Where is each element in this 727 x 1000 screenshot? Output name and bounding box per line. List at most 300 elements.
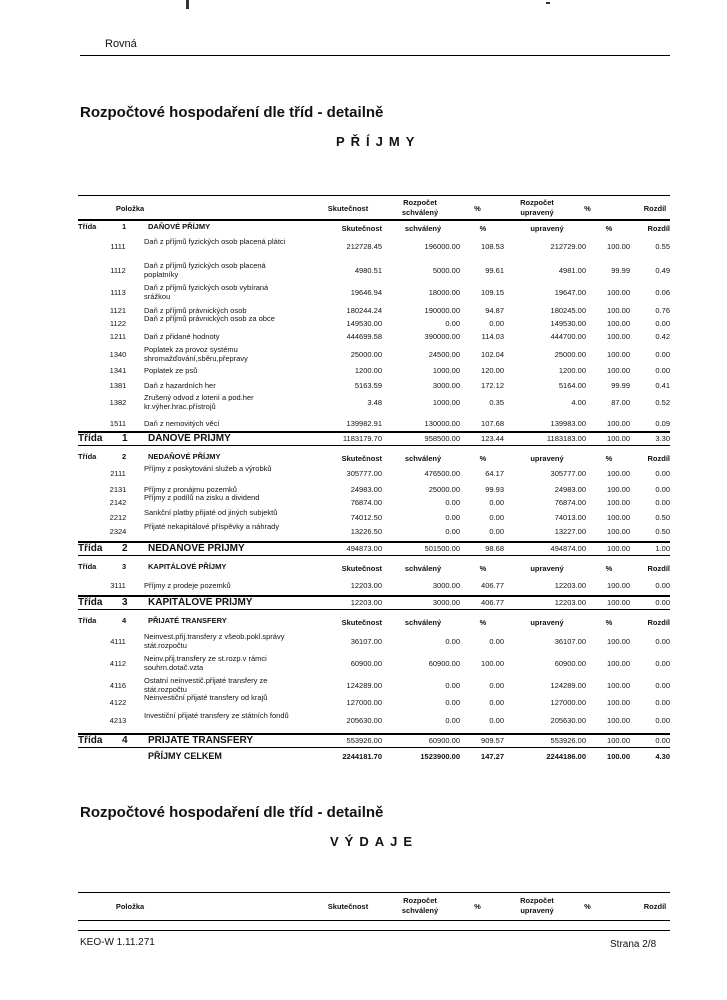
value-rozdil: 0.00	[655, 366, 670, 375]
grand-total-label: PŘÍJMY CELKEM	[148, 751, 222, 761]
item-name: Poplatek za provoz systému shromažďování,sběru,přepravy	[144, 345, 248, 363]
value-pct-schvaleny: 0.00	[489, 319, 504, 328]
value-rozdil: 0.00	[655, 681, 670, 690]
total-rs: 3000.00	[432, 598, 460, 607]
value-rozdil: 0.52	[655, 398, 670, 407]
header-rozpocet-upraveny-2: upravený	[520, 906, 554, 915]
item-code: 4116	[109, 681, 127, 690]
table-row	[78, 327, 670, 347]
value-pct-upraveny: 100.00	[607, 350, 630, 359]
value-skutecnost: 60900.00	[350, 659, 382, 668]
item-code: 1113	[110, 288, 126, 297]
value-pct-schvaleny: 108.53	[481, 242, 504, 251]
item-name: Neinvestiční přijaté transfery od krajů	[144, 693, 268, 702]
value-pct-upraveny: 100.00	[607, 681, 630, 690]
value-schvaleny: 0.00	[445, 681, 460, 690]
total-rs: 958500.00	[424, 434, 460, 443]
value-schvaleny: 0.00	[445, 319, 460, 328]
table-row	[78, 632, 670, 652]
col-skutecnost: Skutečnost	[341, 618, 382, 627]
footer-page-number: Strana 2/8	[610, 939, 657, 950]
header-polozka: Položka	[115, 204, 145, 213]
value-pct-upraveny: 100.00	[607, 485, 630, 494]
value-rozdil: 0.00	[655, 659, 670, 668]
value-upraveny: 149530.00	[550, 319, 586, 328]
value-pct-schvaleny: 64.17	[485, 469, 504, 478]
item-name: Daň z příjmů fyzických osob placená poplatníky	[144, 261, 266, 279]
total-sk: 1183179.70	[342, 434, 382, 443]
value-schvaleny: 0.00	[445, 527, 460, 536]
value-rozdil: 0.55	[655, 242, 670, 251]
item-name: Přijaté nekapitálové příspěvky a náhrady	[144, 522, 280, 531]
table-row	[78, 693, 670, 713]
value-pct-schvaleny: 0.00	[489, 681, 504, 690]
value-pct-schvaleny: 0.00	[489, 716, 504, 725]
value-schvaleny: 130000.00	[424, 419, 460, 428]
table-row	[78, 283, 670, 303]
section-subtitle-prijmy: PŘÍJMY	[336, 134, 421, 149]
header-rozpocet-upraveny: Rozpočet	[520, 198, 554, 207]
value-skutecnost: 124289.00	[346, 681, 382, 690]
item-code: 2142	[109, 498, 127, 507]
header-skutecnost: Skutečnost	[327, 902, 369, 911]
value-rozdil: 0.50	[655, 513, 670, 522]
table-header-top-rule	[78, 195, 670, 196]
class-label: Třída	[78, 735, 103, 746]
item-code: 1382	[109, 398, 127, 407]
value-upraveny: 139983.00	[550, 419, 586, 428]
value-upraveny: 12203.00	[554, 581, 586, 590]
value-pct-upraveny: 100.00	[607, 242, 630, 251]
value-pct-schvaleny: 0.00	[489, 513, 504, 522]
value-schvaleny: 0.00	[445, 637, 460, 646]
value-upraveny: 25000.00	[554, 350, 586, 359]
value-rozdil: 0.00	[655, 637, 670, 646]
col-skutecnost: Skutečnost	[341, 564, 382, 573]
value-upraveny: 124289.00	[550, 681, 586, 690]
value-schvaleny: 0.00	[445, 698, 460, 707]
col-rozdil: Rozdíl	[647, 564, 670, 573]
class-number: 3	[122, 597, 128, 608]
value-pct-schvaleny: 102.04	[481, 350, 504, 359]
class-number: 2	[122, 543, 128, 554]
value-schvaleny: 0.00	[445, 513, 460, 522]
col-pct: %	[479, 454, 487, 463]
value-schvaleny: 18000.00	[428, 288, 460, 297]
header-rozpocet-upraveny-2: upravený	[520, 208, 554, 217]
value-pct-upraveny: 100.00	[607, 637, 630, 646]
value-pct-schvaleny: 0.00	[489, 498, 504, 507]
section-title-vydaje: Rozpočtové hospodaření dle tříd - detailně	[80, 804, 384, 821]
header-rozpocet-schvaleny: Rozpočet	[403, 198, 437, 207]
class-name: KAPITÁLOVÉ PŘÍJMY	[148, 597, 253, 608]
col-schvaleny: schválený	[404, 618, 442, 627]
value-skutecnost: 24983.00	[350, 485, 382, 494]
value-pct-upraveny: 100.00	[607, 659, 630, 668]
total-p1: 406.77	[481, 598, 504, 607]
col-rozdil: Rozdíl	[647, 618, 670, 627]
value-pct-schvaleny: 99.61	[485, 266, 504, 275]
value-schvaleny: 1000.00	[432, 398, 460, 407]
value-pct-upraveny: 100.00	[607, 498, 630, 507]
item-code: 1122	[109, 319, 127, 328]
table-header-bottom-rule-2	[78, 920, 670, 921]
value-pct-schvaleny: 0.00	[489, 637, 504, 646]
value-upraveny: 4.00	[571, 398, 586, 407]
total-sk: 553926.00	[346, 736, 382, 745]
value-pct-upraveny: 100.00	[607, 698, 630, 707]
value-pct-upraveny: 100.00	[607, 581, 630, 590]
item-code: 1121	[109, 306, 127, 315]
class-label: Třída	[78, 222, 97, 231]
total-p2: 100.00	[607, 544, 630, 553]
value-rozdil: 0.00	[655, 581, 670, 590]
value-pct-upraveny: 100.00	[607, 366, 630, 375]
col-schvaleny: schválený	[404, 454, 442, 463]
value-pct-upraveny: 100.00	[607, 513, 630, 522]
value-upraveny: 305777.00	[550, 469, 586, 478]
col-rozdil: Rozdíl	[647, 224, 670, 233]
col-skutecnost: Skutečnost	[341, 224, 382, 233]
item-name: Poplatek ze psů	[144, 366, 198, 375]
value-upraveny: 36107.00	[554, 637, 586, 646]
value-pct-upraveny: 100.00	[607, 469, 630, 478]
class-header-row	[78, 562, 670, 576]
value-schvaleny: 196000.00	[424, 242, 460, 251]
class-name: NEDAŇOVÉ PŘÍJMY	[148, 543, 245, 554]
item-code: 2131	[109, 485, 127, 494]
value-skutecnost: 25000.00	[350, 350, 382, 359]
value-upraveny: 60900.00	[554, 659, 586, 668]
col-pct: %	[479, 564, 487, 573]
value-upraveny: 5164.00	[558, 381, 586, 390]
grand-total-rs: 1523900.00	[420, 752, 460, 761]
total-ru: 1183183.00	[546, 434, 586, 443]
value-upraveny: 24983.00	[554, 485, 586, 494]
class-number: 4	[122, 616, 127, 625]
item-name: Daň z přidané hodnoty	[144, 332, 220, 341]
value-rozdil: 0.00	[655, 319, 670, 328]
value-pct-schvaleny: 94.87	[485, 306, 504, 315]
item-name: Daň z hazardních her	[144, 381, 216, 390]
class-label: Třída	[78, 433, 103, 444]
value-upraveny: 4981.00	[558, 266, 586, 275]
value-schvaleny: 190000.00	[424, 306, 460, 315]
value-schvaleny: 25000.00	[428, 485, 460, 494]
value-rozdil: 0.00	[655, 716, 670, 725]
class-header-row	[78, 616, 670, 630]
value-skutecnost: 180244.24	[346, 306, 382, 315]
class-name: DAŇOVÉ PŘÍJMY	[148, 222, 211, 231]
value-upraveny: 444700.00	[550, 332, 586, 341]
total-p2: 100.00	[607, 598, 630, 607]
value-pct-upraveny: 100.00	[607, 716, 630, 725]
class-name: PŘIJATÉ TRANSFERY	[148, 735, 254, 746]
item-name: Sankční platby přijaté od jiných subjektů	[144, 508, 278, 517]
item-name: Příjmy z prodeje pozemků	[144, 581, 231, 590]
scan-mark	[546, 2, 550, 4]
class-label: Třída	[78, 616, 97, 625]
value-pct-upraveny: 87.00	[611, 398, 630, 407]
total-rz: 0.00	[655, 736, 670, 745]
class-label: Třída	[78, 597, 103, 608]
header-pct-1: %	[474, 204, 481, 213]
value-rozdil: 0.00	[655, 485, 670, 494]
item-name: Příjmy z podílů na zisku a dividend	[144, 493, 260, 502]
grand-total-p2: 100.00	[607, 752, 630, 761]
class-header-row	[78, 222, 670, 236]
value-upraveny: 1200.00	[558, 366, 586, 375]
class-total-row	[78, 735, 670, 747]
item-name: Zrušený odvod z loterií a pod.her kr.výher.hrac.přístrojů	[144, 393, 254, 411]
class-total-row	[78, 543, 670, 555]
item-code: 1211	[109, 332, 127, 341]
value-pct-schvaleny: 0.00	[489, 527, 504, 536]
value-schvaleny: 1000.00	[432, 366, 460, 375]
total-p1: 909.57	[481, 736, 504, 745]
total-ru: 12203.00	[554, 598, 586, 607]
value-skutecnost: 212728.45	[346, 242, 382, 251]
value-schvaleny: 0.00	[445, 498, 460, 507]
item-name: Příjmy z poskytování služeb a výrobků	[144, 464, 272, 473]
grand-total-row	[78, 751, 670, 763]
total-p1: 123.44	[481, 434, 504, 443]
value-skutecnost: 444699.58	[346, 332, 382, 341]
value-skutecnost: 19646.94	[350, 288, 382, 297]
total-sk: 12203.00	[350, 598, 382, 607]
header-polozka: Položka	[115, 902, 145, 911]
header-rozdil: Rozdíl	[643, 902, 667, 911]
value-skutecnost: 36107.00	[350, 637, 382, 646]
table-row	[78, 261, 670, 281]
value-rozdil: 0.00	[655, 698, 670, 707]
table-header-top-rule-2	[78, 892, 670, 893]
header-pct-2: %	[584, 902, 591, 911]
value-skutecnost: 1200.00	[354, 366, 382, 375]
value-schvaleny: 60900.00	[428, 659, 460, 668]
value-pct-schvaleny: 172.12	[481, 381, 504, 390]
value-rozdil: 0.76	[655, 306, 670, 315]
footer-rule	[78, 930, 670, 931]
value-rozdil: 0.49	[655, 266, 670, 275]
item-code: 1511	[109, 419, 127, 428]
value-skutecnost: 305777.00	[346, 469, 382, 478]
value-schvaleny: 3000.00	[432, 381, 460, 390]
total-rs: 501500.00	[424, 544, 460, 553]
value-pct-upraveny: 100.00	[607, 288, 630, 297]
value-skutecnost: 76874.00	[350, 498, 382, 507]
footer-version: KEO-W 1.11.271	[80, 937, 155, 948]
class-name: DAŇOVÉ PŘÍJMY	[148, 433, 231, 444]
value-pct-schvaleny: 107.68	[481, 419, 504, 428]
value-pct-upraveny: 100.00	[607, 527, 630, 536]
class-number: 3	[122, 562, 127, 571]
total-rs: 60900.00	[428, 736, 460, 745]
col-upraveny: upravený	[530, 454, 564, 463]
table-row	[78, 237, 670, 257]
item-code: 1111	[110, 242, 126, 251]
total-rz: 3.30	[655, 434, 670, 443]
value-schvaleny: 5000.00	[432, 266, 460, 275]
value-pct-schvaleny: 109.15	[481, 288, 504, 297]
header-pct-1: %	[474, 902, 481, 911]
value-skutecnost: 205630.00	[346, 716, 382, 725]
class-name: PŘIJATÉ TRANSFERY	[148, 616, 227, 625]
header-rozpocet-schvaleny: Rozpočet	[403, 896, 437, 905]
total-p2: 100.00	[607, 434, 630, 443]
value-pct-upraveny: 99.99	[611, 381, 630, 390]
value-pct-schvaleny: 100.00	[481, 659, 504, 668]
grand-total-rz: 4.30	[655, 752, 670, 761]
value-skutecnost: 5163.59	[354, 381, 382, 390]
value-pct-schvaleny: 120.00	[481, 366, 504, 375]
value-schvaleny: 0.00	[445, 716, 460, 725]
scan-mark	[186, 0, 189, 9]
item-name: Investiční přijaté transfery ze státních fondů	[144, 711, 289, 720]
item-code: 1341	[109, 366, 127, 375]
col-pct: %	[605, 564, 613, 573]
value-upraveny: 19647.00	[554, 288, 586, 297]
header-rozpocet-upraveny: Rozpočet	[520, 896, 554, 905]
col-rozdil: Rozdíl	[647, 454, 670, 463]
item-name: Daň z příjmů fyzických osob placená plátci	[144, 237, 286, 246]
value-pct-upraveny: 100.00	[607, 419, 630, 428]
class-label: Třída	[78, 562, 97, 571]
value-skutecnost: 4980.51	[354, 266, 382, 275]
grand-total-sk: 2244181.70	[342, 752, 382, 761]
value-upraveny: 180245.00	[550, 306, 586, 315]
top-rule	[80, 55, 670, 56]
value-skutecnost: 149530.00	[346, 319, 382, 328]
value-pct-schvaleny: 114.03	[481, 332, 504, 341]
total-p1: 98.68	[485, 544, 504, 553]
item-code: 4111	[110, 637, 126, 646]
value-schvaleny: 24500.00	[428, 350, 460, 359]
class-total-row	[78, 433, 670, 445]
class-label: Třída	[78, 543, 103, 554]
class-total-row	[78, 597, 670, 609]
table-header-bottom-rule	[78, 219, 670, 221]
item-name: Daň z příjmů fyzických osob vybíraná srážkou	[144, 283, 269, 301]
class-number: 1	[122, 222, 127, 231]
total-bottom-rule	[78, 555, 670, 556]
col-upraveny: upravený	[530, 618, 564, 627]
class-label: Třída	[78, 452, 97, 461]
item-code: 1381	[109, 381, 127, 390]
total-ru: 494874.00	[550, 544, 586, 553]
value-upraveny: 13227.00	[554, 527, 586, 536]
value-skutecnost: 127000.00	[346, 698, 382, 707]
value-skutecnost: 74012.50	[350, 513, 382, 522]
value-upraveny: 76874.00	[554, 498, 586, 507]
item-code: 4213	[109, 716, 127, 725]
item-code: 2324	[109, 527, 127, 536]
item-name: Příjmy z pronájmu pozemků	[144, 485, 237, 494]
col-pct: %	[479, 618, 487, 627]
table-row	[78, 711, 670, 731]
value-schvaleny: 3000.00	[432, 581, 460, 590]
header-rozpocet-schvaleny-2: schválený	[401, 208, 439, 217]
municipality-name: Rovná	[105, 38, 137, 50]
item-code: 2212	[109, 513, 127, 522]
value-skutecnost: 3.48	[367, 398, 382, 407]
col-pct: %	[479, 224, 487, 233]
col-schvaleny: schválený	[404, 564, 442, 573]
table-row	[78, 522, 670, 542]
value-rozdil: 0.41	[655, 381, 670, 390]
value-rozdil: 0.09	[655, 419, 670, 428]
grand-total-p1: 147.27	[481, 752, 504, 761]
value-pct-upraveny: 99.99	[611, 266, 630, 275]
section-title-prijmy: Rozpočtové hospodaření dle tříd - detailně	[80, 104, 384, 121]
value-pct-schvaleny: 99.93	[485, 485, 504, 494]
total-bottom-rule	[78, 747, 670, 748]
table-row	[78, 654, 670, 674]
table-row	[78, 576, 670, 596]
item-code: 4122	[109, 698, 127, 707]
value-rozdil: 0.50	[655, 527, 670, 536]
total-sk: 494873.00	[346, 544, 382, 553]
item-name: Neinv.přij.transfery ze st.rozp.v rámci souhrn.dotač.vzta	[144, 654, 267, 672]
class-number: 1	[122, 433, 128, 444]
item-code: 3111	[110, 581, 126, 590]
item-code: 2111	[110, 469, 126, 478]
value-rozdil: 0.00	[655, 498, 670, 507]
total-p2: 100.00	[607, 736, 630, 745]
value-rozdil: 0.00	[655, 469, 670, 478]
value-upraveny: 127000.00	[550, 698, 586, 707]
class-name: NEDAŇOVÉ PŘÍJMY	[148, 452, 221, 461]
value-rozdil: 0.42	[655, 332, 670, 341]
value-pct-upraveny: 100.00	[607, 306, 630, 315]
item-name: Ostatní neinvestič.přijaté transfery ze stát.rozpočtu	[144, 676, 268, 694]
value-schvaleny: 476500.00	[424, 469, 460, 478]
class-number: 2	[122, 452, 127, 461]
value-pct-schvaleny: 0.00	[489, 698, 504, 707]
total-bottom-rule	[78, 445, 670, 446]
value-pct-schvaleny: 0.35	[489, 398, 504, 407]
item-code: 1340	[109, 350, 127, 359]
item-code: 1112	[110, 266, 126, 275]
total-ru: 553926.00	[550, 736, 586, 745]
item-name: Daň z příjmů právnických osob	[144, 306, 247, 315]
total-bottom-rule	[78, 609, 670, 610]
item-name: Daň z nemovitých věcí	[144, 419, 220, 428]
value-skutecnost: 13226.50	[350, 527, 382, 536]
total-rz: 0.00	[655, 598, 670, 607]
value-pct-upraveny: 100.00	[607, 332, 630, 341]
header-rozpocet-schvaleny-2: schválený	[401, 906, 439, 915]
col-pct: %	[605, 224, 613, 233]
item-code: 4112	[109, 659, 127, 668]
value-schvaleny: 390000.00	[424, 332, 460, 341]
value-rozdil: 0.06	[655, 288, 670, 297]
class-name: KAPITÁLOVÉ PŘÍJMY	[148, 562, 227, 571]
value-pct-upraveny: 100.00	[607, 319, 630, 328]
table-row	[78, 393, 670, 413]
value-skutecnost: 139982.91	[346, 419, 382, 428]
class-number: 4	[122, 735, 128, 746]
value-upraveny: 205630.00	[550, 716, 586, 725]
total-rz: 1.00	[655, 544, 670, 553]
section-subtitle-vydaje: VÝDAJE	[330, 834, 419, 849]
col-schvaleny: schválený	[404, 224, 442, 233]
col-upraveny: upravený	[530, 564, 564, 573]
header-rozdil: Rozdíl	[643, 204, 667, 213]
value-upraveny: 212729.00	[550, 242, 586, 251]
value-upraveny: 74013.00	[554, 513, 586, 522]
value-rozdil: 0.00	[655, 350, 670, 359]
